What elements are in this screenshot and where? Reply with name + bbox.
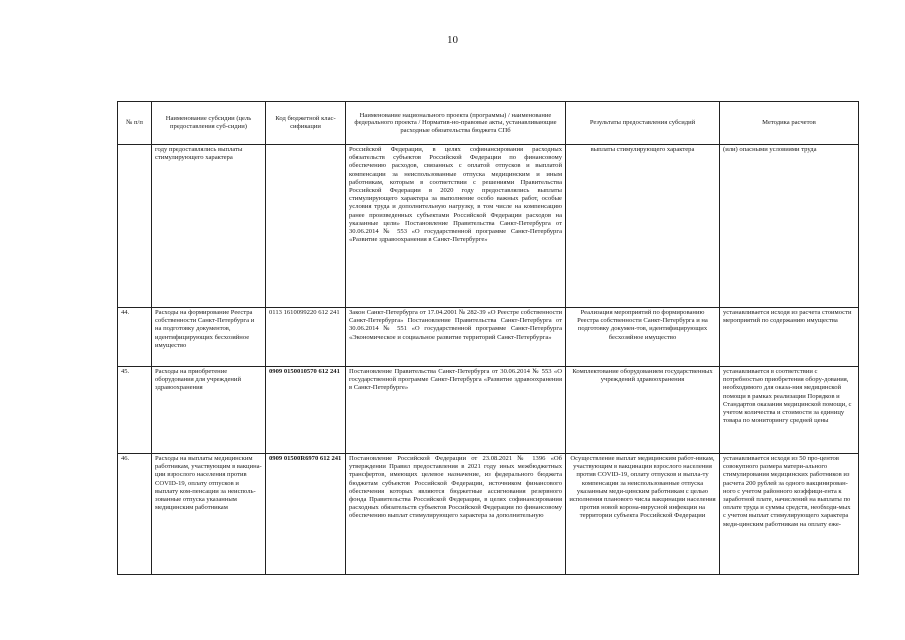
table-row — [118, 145, 859, 308]
header-results: Результаты предоставления субсидий — [566, 102, 720, 145]
budget-code: 0113 1610099220 612 241 — [266, 308, 346, 367]
subsidy-name: году предоставлялись выплаты стимулирующего характера — [152, 145, 266, 308]
header-method: Методика расчетов — [720, 102, 859, 145]
subsidy-results: Комплектование оборудованием государственных учреждений здравоохранения — [566, 367, 720, 454]
subsidy-name: Расходы на выплаты медицинским работникам, участвующим в вакцина-ции взрослого населения против COVID-19, оплату отпусков и выплату ком-пенсации за неисполь-зованные отпуска указанным медицинским работникам — [152, 454, 266, 575]
subsidies-table — [117, 101, 859, 575]
subsidy-name: Расходы на приобретение оборудования для учреждений здравоохранения — [152, 367, 266, 454]
legal-acts: Постановление Правительства Санкт-Петербурга от 30.06.2014 № 553 «О государственной программе Санкт-Петербурга «Развитие здравоохранения в Санкт-Петербурге» — [346, 367, 566, 454]
legal-acts: Российской Федерации, в целях софинансирования расходных обязательств субъектов Российской Федерации по финансовому обеспечению расходов, связанных с оплатой отпусков и выплатой компенсации за неиспользованные отпуска медицинским и иным работникам, которым в соответствии с решениями Правительства Российской Федерации в 2020 году предоставлялись выплаты стимулирующего характера за выполнение особо важных работ, особые условия труда и дополнительную нагрузку, в том числе на компенсацию ранее произведенных субъектами Российской Федерации расходов на указанные цели» Постановление Правительства Санкт-Петербурга от 30.06.2014 № 553 «О государственной программе Санкт-Петербурга «Развитие здравоохранения в Санкт-Петербурге» — [346, 145, 566, 308]
calculation-method: (или) опасными условиями труда — [720, 145, 859, 308]
subsidy-name: Расходы на формирование Реестра собственности Санкт-Петербурга и на подготовку документов, идентифицирующих бесхозяйное имущество — [152, 308, 266, 367]
budget-code — [266, 145, 346, 308]
calculation-method: устанавливается исходя из 50 про-центов совокупного размера матери-ального стимулирования медицинских работников из расчета 200 рублей за одного вакцинирован-ного с учетом районного коэффици-ента к заработной плате, начислений на выплаты по оплате труда и суммы средств, необходи-мых с учетом выплат стимулирующего характера меди-цинским работникам на оплату еже- — [720, 454, 859, 575]
subsidy-results: выплаты стимулирующего характера — [566, 145, 720, 308]
table-row — [118, 308, 859, 367]
row-number — [118, 145, 152, 308]
subsidy-results: Реализация мероприятий по формированию Реестра собственности Санкт-Петербурга и на подготовку докумен-тов, идентифицирующих бесхозяйное имущество — [566, 308, 720, 367]
calculation-method: устанавливается в соответствии с потребностью приобретения обору-дования, необходимого для оказа-ния медицинской помощи в рамках реализации Порядков и Стандартов оказания медицинской помощи, с учетом количества и стоимости за единицу товара по мониторингу средней цены — [720, 367, 859, 454]
page-number: 10 — [447, 34, 458, 46]
row-number: 44. — [118, 308, 152, 367]
subsidy-results: Осуществление выплат медицинским работ-никам, участвующим в вакцинации взрослого населения против COVID-19, оплату отпусков и выпла-ту компенсации за неиспользованные отпуска указанным меди-цинским работникам с целью исполнения планового числа вакцинации населения против новой корона-вирусной инфекции на территории субъекта Российской Федерации — [566, 454, 720, 575]
header-subsidy-name: Наименование субсидии (цель предоставления суб-сидии) — [152, 102, 266, 145]
row-number: 46. — [118, 454, 152, 575]
header-budget-code: Код бюджетной клас-сификации — [266, 102, 346, 145]
row-number: 45. — [118, 367, 152, 454]
header-number: № п/п — [118, 102, 152, 145]
header-legal-acts: Наименование национального проекта (программы) / наименование федерального проекта / Норматив-но-правовые акты, устанавливающие расходные обязательства бюджета СПб — [346, 102, 566, 145]
table-row — [118, 454, 859, 575]
table-header-row — [118, 102, 859, 145]
legal-acts: Закон Санкт-Петербурга от 17.04.2001 № 282-39 «О Реестре собственности Санкт-Петербурга» Постановление Правительства Санкт-Петербурга от 30.06.2014 № 551 «О государственной программе Санкт-Петербурга «Экономическое и социальное развитие территорий Санкт-Петербурга» — [346, 308, 566, 367]
table-row — [118, 367, 859, 454]
legal-acts: Постановление Российской Федерации от 23.08.2021 № 1396 «Об утверждении Правил предоставления в 2021 году иных межбюджетных трансфертов, имеющих целевое назначение, из федерального бюджета бюджетам субъектов Российской Федерации, источником финансового обеспечения которых являются бюджетные ассигнования резервного фонда Правительства Российской Федерации, в целях софинансирования расходных обязательств субъектов Российской Федерации по финансовому обеспечению выплат стимулирующего характера за дополнительную — [346, 454, 566, 575]
budget-code: 0909 0150010570 612 241 — [266, 367, 346, 454]
budget-code: 0909 01500R6970 612 241 — [266, 454, 346, 575]
calculation-method: устанавливается исходя из расчета стоимости мероприятий по содержанию имущества — [720, 308, 859, 367]
